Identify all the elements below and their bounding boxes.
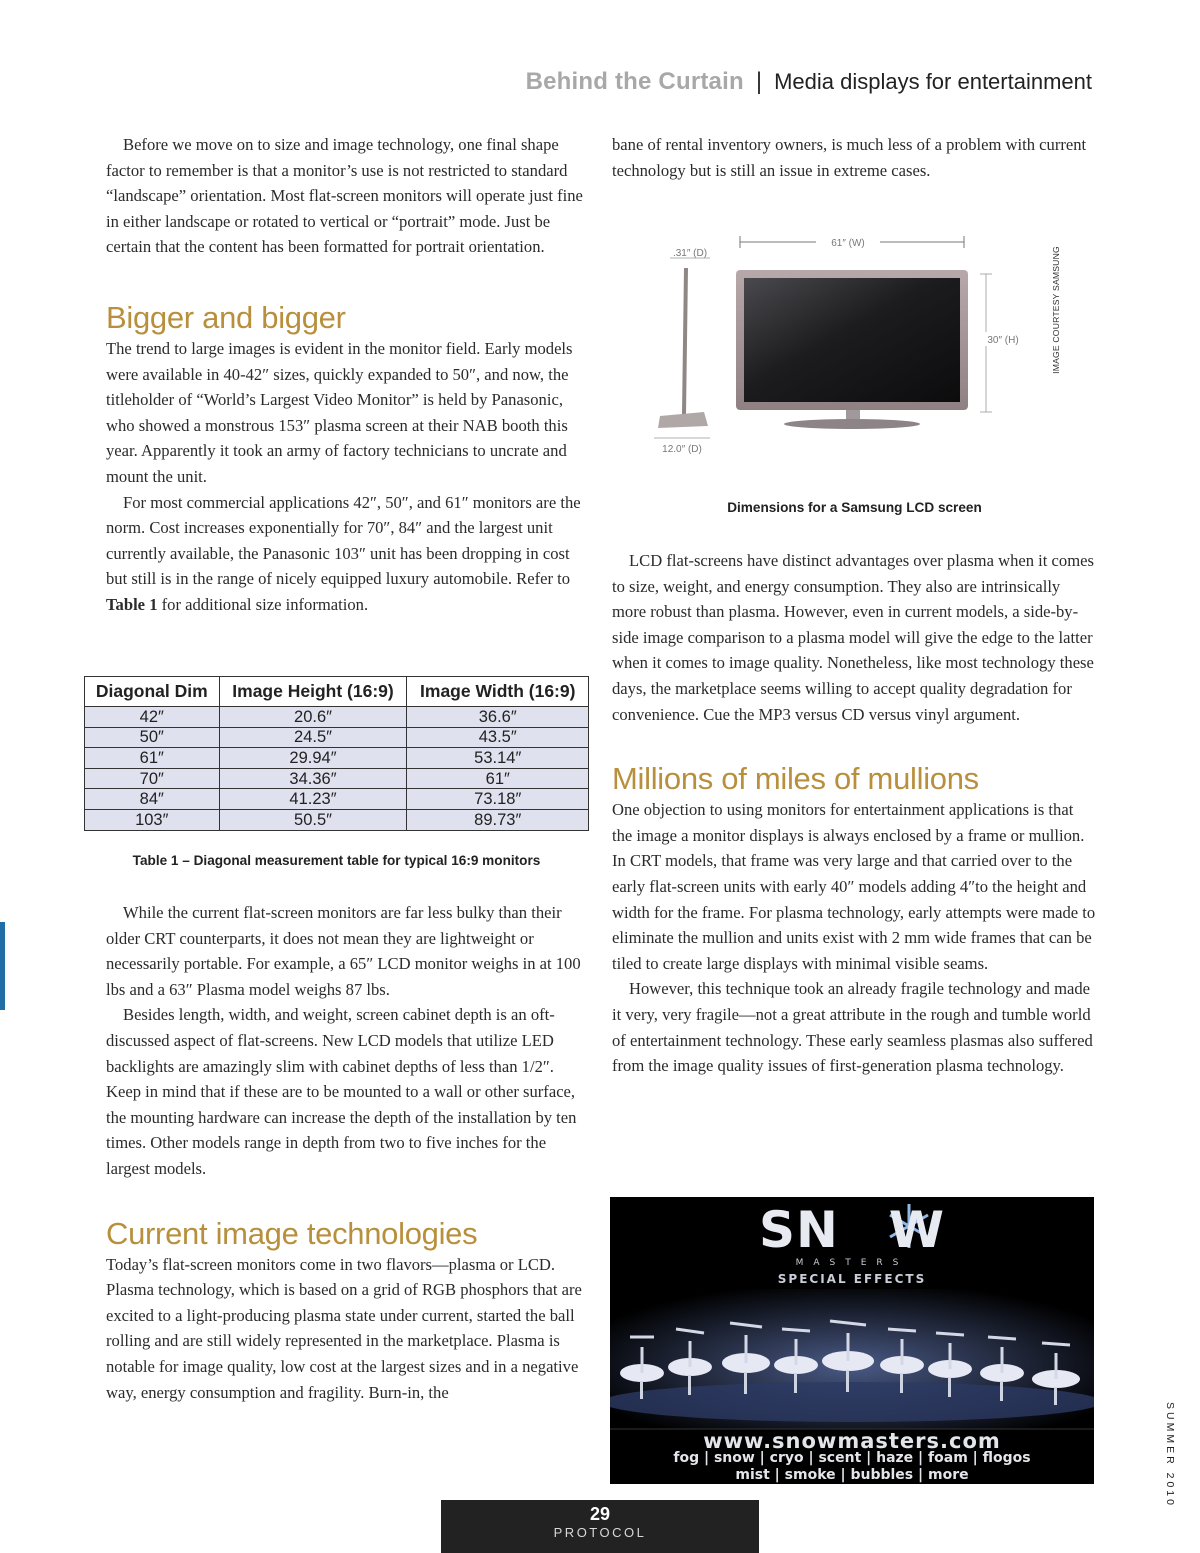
heading-bigger: Bigger and bigger xyxy=(106,299,346,335)
base-label: 12.0″ (D) xyxy=(662,444,702,455)
depth-label: .31″ (D) xyxy=(672,248,708,259)
ad-tagline: SPECIAL EFFECTS xyxy=(777,1272,927,1286)
publication-name: PROTOCOL xyxy=(553,1525,647,1540)
edge-tab xyxy=(0,922,5,1010)
bigger-paragraph-2 xyxy=(106,490,592,618)
issue-season xyxy=(1163,1402,1177,1508)
lcd-paragraph: LCD flat-screens have distinct advantages over plasma when it comes to size, weight, and energy consumption. They also are intrinsically more robust than plasma. However, even in current models, a side-by-side image comparison to a plasma model will give the edge to the latter when it comes to image quality. Nonetheless, like most technology these days, the marketplace seems willing to accept quality degradation for convenience. Cue the MP3 versus CD versus vinyl argument. xyxy=(612,551,1094,724)
right-column xyxy=(612,132,1097,183)
dancer-leg xyxy=(794,1373,797,1393)
height-label: 30″ (H) xyxy=(987,335,1019,346)
size-table-block xyxy=(84,676,589,831)
table-cell: 43.5″ xyxy=(407,727,589,748)
tv-screen xyxy=(744,278,960,402)
snow-masters-ad xyxy=(610,1197,1094,1484)
image-credit-text: IMAGE COURTESY SAMSUNG xyxy=(1051,246,1061,374)
table-caption: Table 1 – Diagonal measurement table for typical 16:9 monitors xyxy=(132,853,541,868)
size-table xyxy=(84,676,589,831)
page-footer xyxy=(441,1500,759,1553)
table-cell: 84″ xyxy=(85,789,220,810)
table-cell: 42″ xyxy=(85,707,220,728)
table-cell: 41.23″ xyxy=(219,789,407,810)
continuation-paragraph: bane of rental inventory owners, is much less of a problem with current technology but is still an issue in extreme cases. xyxy=(612,135,1087,180)
table-header: Image Width (16:9) xyxy=(407,677,589,707)
current-paragraph: Today’s flat-screen monitors come in two flavors—plasma or LCD. Plasma technology, which is based on a grid of RGB phosphors that are excited to a light-producing plasma state under current, started the ball rolling and are still widely represented in the marketplace. Plasma is notable for image quality, low cost at the largest sizes and in a negative way, energy consumption and fragility. Burn-in, the xyxy=(106,1254,582,1402)
width-label: 61″ (W) xyxy=(831,238,865,249)
table-cell: 34.36″ xyxy=(219,768,407,789)
table-header-row xyxy=(85,677,589,707)
bulk-paragraph: While the current flat-screen monitors are far less bulky than their older CRT counterparts, it does not mean they are lightweight or necessarily portable. For example, a 65″ LCD monitor weighs in at 100 lbs and a 63″ Plasma model weighs 87 lbs. xyxy=(106,903,581,999)
header-separator: | xyxy=(755,68,763,95)
table-cell: 50″ xyxy=(85,727,220,748)
right-column-lower xyxy=(612,548,1097,1079)
ad-logo xyxy=(610,1201,1094,1259)
table-row xyxy=(85,748,589,769)
table-cell: 24.5″ xyxy=(219,727,407,748)
table-row xyxy=(85,707,589,728)
dancer-leg xyxy=(948,1377,951,1397)
issue-season-text: SUMMER 2010 xyxy=(1164,1402,1176,1508)
ad-masters: MASTERS xyxy=(795,1258,909,1268)
table-cell: 50.5″ xyxy=(219,809,407,830)
page-number: 29 xyxy=(589,1504,611,1524)
ad-url: www.snowmasters.com xyxy=(703,1429,1001,1453)
running-header xyxy=(526,68,1092,96)
ad-services-line-1: fog | snow | cryo | scent | haze | foam | flogos xyxy=(673,1450,1031,1466)
ad-services-line-2: mist | smoke | bubbles | more xyxy=(735,1467,969,1483)
bigger-p2-tail: for additional size information. xyxy=(157,594,369,614)
mullions-paragraph-1: One objection to using monitors for entertainment applications is that the image a monitor displays is always enclosed by a frame or mullion. In CRT models, that frame was very large and that carried over to the early flat-screen units with early 40″ models adding 4″to the height and width for the frame. For plasma technology, early attempts were made to eliminate the mullion and units exist with 2 mm wide frames that can be tiled to create large displays with minimal visible seams. xyxy=(612,800,1096,973)
table-cell: 61″ xyxy=(85,748,220,769)
table-row xyxy=(85,768,589,789)
depth-paragraph: Besides length, width, and weight, screen cabinet depth is an oft-discussed aspect of flat-screens. New LCD models that utilize LED backlights are amazingly slim with cabinet depths of less than 1/2″. Keep in mind that if these are to be mounted to a wall or other surface, the mounting hardware can increase the depth of the installation by ten times. Other models range in depth from two to five inches for the largest models. xyxy=(106,1005,577,1178)
left-column xyxy=(106,132,592,618)
table-row xyxy=(85,727,589,748)
table-cell: 89.73″ xyxy=(407,809,589,830)
side-base xyxy=(658,412,708,428)
table-cell: 61″ xyxy=(407,768,589,789)
dancer-leg xyxy=(640,1381,643,1399)
header-section: Behind the Curtain xyxy=(525,68,744,95)
table-header: Diagonal Dim xyxy=(85,677,220,707)
side-profile xyxy=(682,268,688,414)
table-cell: 36.6″ xyxy=(407,707,589,728)
tv-neck xyxy=(846,410,860,420)
table-cell: 20.6″ xyxy=(219,707,407,728)
mullions-paragraph-2: However, this technique took an already fragile technology and made it very, very fragile—not a great attribute in the rough and tumble world of entertainment technology. These early seamless plasmas also suffered from the image quality issues of first-generation plasma technology. xyxy=(612,979,1093,1076)
figure-caption: Dimensions for a Samsung LCD screen xyxy=(727,500,982,515)
heading-mullions: Millions of miles of mullions xyxy=(612,761,979,797)
table-row xyxy=(85,789,589,810)
samsung-lcd-figure xyxy=(640,228,1040,468)
left-column-lower xyxy=(106,900,592,1405)
tv-dimension-drawing xyxy=(640,228,1040,468)
table-cell: 103″ xyxy=(85,809,220,830)
dancer-leg xyxy=(688,1375,691,1395)
image-credit xyxy=(1049,246,1063,374)
bigger-p2-text: For most commercial applications 42″, 50″, and 61″ monitors are the norm. Cost increases exponentially for 70″, 84″ and the largest unit currently available, the Panasonic 103″ unit has been dropping in cost but still is in the range of nicely equipped luxury automobile. Refer to xyxy=(106,492,581,589)
dancer-leg xyxy=(1054,1387,1057,1405)
dancer-leg xyxy=(846,1370,849,1392)
table-cell: 73.18″ xyxy=(407,789,589,810)
table-reference: Table 1 xyxy=(106,594,158,614)
ad-logo-right: W xyxy=(888,1201,945,1259)
dancer-leg xyxy=(1000,1381,1003,1401)
dancer-leg xyxy=(900,1373,903,1393)
dancer-leg xyxy=(744,1372,747,1394)
table-cell: 53.14″ xyxy=(407,748,589,769)
header-topic: Media displays for entertainment xyxy=(774,69,1092,94)
ad-logo-left: SN xyxy=(758,1201,839,1259)
table-cell: 70″ xyxy=(85,768,220,789)
table-row xyxy=(85,809,589,830)
bigger-paragraph-1: The trend to large images is evident in the monitor field. Early models were available in 40-42″ sizes, quickly expanded to 50″, and now, the titleholder of “World’s Largest Video Monitor” is held by Panasonic, who showed a monstrous 153″ plasma screen at their NAB booth this year. Apparently it took an army of factory technicians to uncrate and mount the unit. xyxy=(106,338,573,486)
tv-stand xyxy=(784,419,920,429)
heading-current-technologies: Current image technologies xyxy=(106,1215,478,1251)
intro-paragraph: Before we move on to size and image technology, one final shape factor to remember is that a monitor’s use is not restricted to standard “landscape” orientation. Most flat-screen monitors will operate just fine in either landscape or rotated to vertical or “portrait” mode. Just be certain that the content has been formatted for portrait orientation. xyxy=(106,135,583,257)
table-header: Image Height (16:9) xyxy=(219,677,407,707)
stage-floor xyxy=(610,1382,1094,1422)
table-cell: 29.94″ xyxy=(219,748,407,769)
